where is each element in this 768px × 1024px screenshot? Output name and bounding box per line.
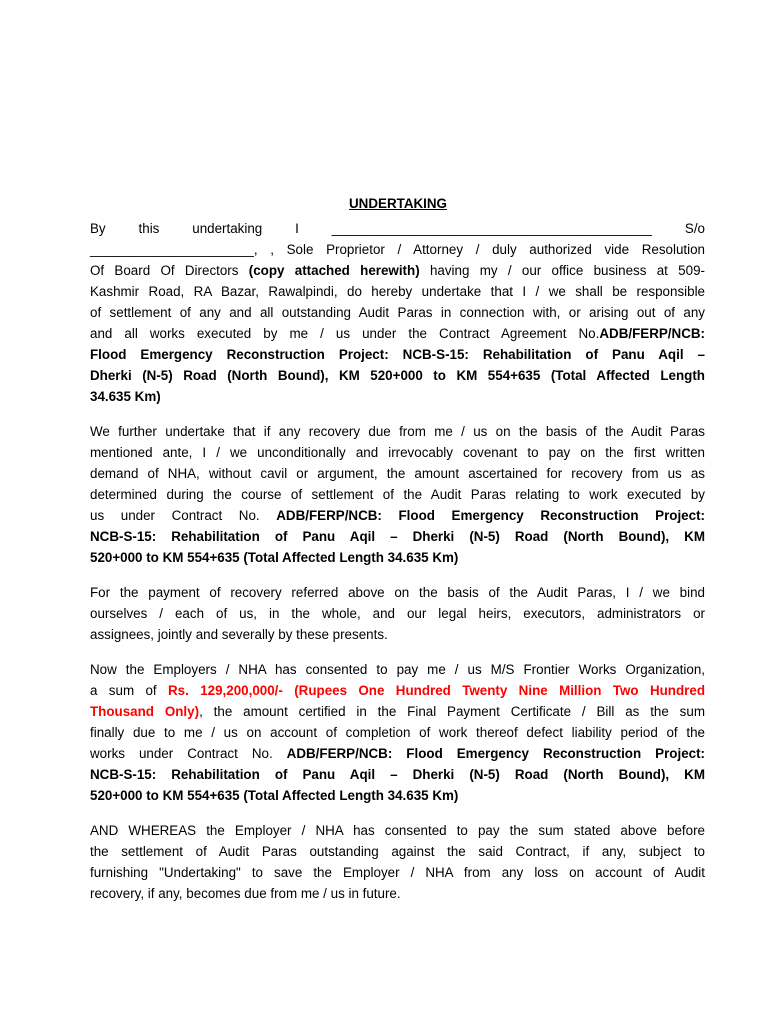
copy-attached-note: (copy attached herewith) <box>248 263 420 278</box>
text-line <box>90 743 705 764</box>
contract-number: ADB/FERP/NCB: Flood Emergency Reconstruction Project: <box>286 746 706 761</box>
paragraph-payment <box>90 659 705 806</box>
text-run: a sum of <box>90 683 168 698</box>
text-line: furnishing "Undertaking" to save the Employer / NHA from any loss on account of Audit <box>90 865 705 880</box>
document-body <box>90 218 705 918</box>
text-line: recovery, if any, becomes due from me / us in future. <box>90 886 401 901</box>
text-line: determined during the course of settlement of the Audit Paras relating to work executed by <box>90 487 705 502</box>
text-line: AND WHEREAS the Employer / NHA has consented to pay the sum stated above before <box>90 823 705 838</box>
payment-amount-words: Thousand Only) <box>90 704 200 719</box>
paragraph-undertaking <box>90 218 705 407</box>
contract-number: ADB/FERP/NCB: Flood Emergency Reconstruction Project: <box>276 508 705 523</box>
text-line: ______________________, , Sole Proprietor / Attorney / duly authorized vide Resolution <box>90 242 705 257</box>
paragraph-recovery <box>90 421 705 568</box>
payment-amount: Rs. 129,200,000/- (Rupees One Hundred Twenty Nine Million Two Hundred <box>168 683 706 698</box>
contract-title-line: Dherki (N-5) Road (North Bound), KM 520+000 to KM 554+635 (Total Affected Length <box>90 368 705 383</box>
document-title: UNDERTAKING <box>349 196 447 211</box>
text-line: finally due to me / us on account of completion of work thereof defect liability period of the <box>90 725 705 740</box>
text-run: Of Board Of Directors <box>90 263 249 278</box>
text-line: assignees, jointly and severally by these presents. <box>90 627 388 642</box>
contract-title-line: Flood Emergency Reconstruction Project: NCB-S-15: Rehabilitation of Panu Aqil – <box>90 347 705 362</box>
text-line: We further undertake that if any recovery due from me / us on the basis of the Audit Paras <box>90 424 705 439</box>
text-line: mentioned ante, I / we unconditionally and irrevocably covenant to pay on the first written <box>90 445 705 460</box>
paragraph-bind <box>90 582 705 645</box>
contract-title-line: NCB-S-15: Rehabilitation of Panu Aqil – Dherki (N-5) Road (North Bound), KM <box>90 529 705 544</box>
text-line: Now the Employers / NHA has consented to pay me / us M/S Frontier Works Organization, <box>90 662 705 677</box>
contract-title-line: NCB-S-15: Rehabilitation of Panu Aqil – Dherki (N-5) Road (North Bound), KM <box>90 767 705 782</box>
text-line <box>90 260 705 281</box>
text-line <box>90 701 705 722</box>
text-line <box>90 505 705 526</box>
contract-title-line: 520+000 to KM 554+635 (Total Affected Length 34.635 Km) <box>90 788 459 803</box>
text-run: , the amount certified in the Final Payment Certificate / Bill as the sum <box>199 704 705 719</box>
text-run: having my / our office business at 509- <box>419 263 705 278</box>
text-line: demand of NHA, without cavil or argument, the amount ascertained for recovery from us as <box>90 466 705 481</box>
text-line <box>90 680 705 701</box>
text-line: of settlement of any and all outstanding Audit Paras in connection with, or arising out of any <box>90 305 705 320</box>
text-run: and all works executed by me / us under the Contract Agreement No. <box>90 326 600 341</box>
paragraph-whereas <box>90 820 705 904</box>
text-line: For the payment of recovery referred above on the basis of the Audit Paras, I / we bind <box>90 585 705 600</box>
text-line: ourselves / each of us, in the whole, and our legal heirs, executors, administrators or <box>90 606 705 621</box>
contract-title-line: 34.635 Km) <box>90 389 161 404</box>
contract-number: ADB/FERP/NCB: <box>599 326 705 341</box>
text-line <box>90 323 705 344</box>
text-run: works under Contract No. <box>90 746 287 761</box>
text-run: us under Contract No. <box>90 508 277 523</box>
contract-title-line: 520+000 to KM 554+635 (Total Affected Length 34.635 Km) <box>90 550 459 565</box>
text-line: Kashmir Road, RA Bazar, Rawalpindi, do hereby undertake that I / we shall be responsible <box>90 284 705 299</box>
text-line: By this undertaking I ___________________________________________ S/o <box>90 221 705 236</box>
text-line: the settlement of Audit Paras outstanding against the said Contract, if any, subject to <box>90 844 705 859</box>
